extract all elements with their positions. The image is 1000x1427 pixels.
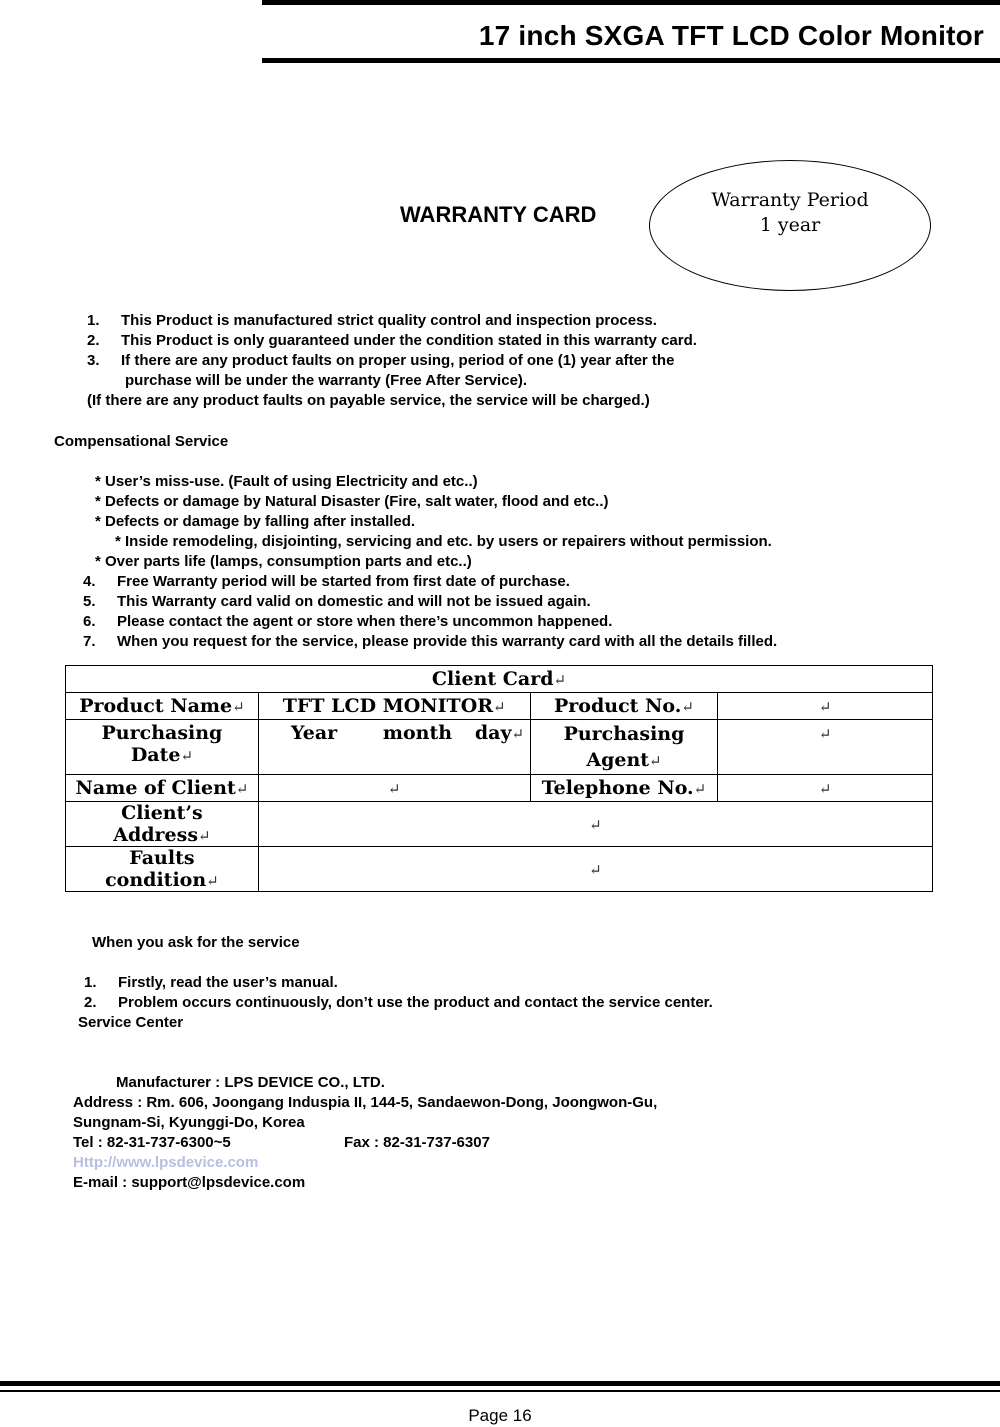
purchasing-date-field[interactable]: Year month day↵ [258,720,530,775]
footer-rule-thin [0,1390,1000,1392]
header-top-rule [262,0,1000,5]
warranty-period-value: 1 year [759,214,821,236]
term-text: Please contact the agent or store when there’s uncommon happened. [117,613,613,630]
term-text: If there are any product faults on proper using, period of one (1) year after the [121,352,675,369]
client-card-table [65,665,933,892]
compensational-item: * User’s miss-use. (Fault of using Electricity and etc..) [95,473,478,490]
term-number: 3. [87,352,100,369]
term-7 [83,632,777,652]
manufacturer-tel: Tel : 82-31-737-6300~5 [73,1134,231,1151]
footer-rule-thick [0,1381,1000,1386]
term-6 [83,612,612,632]
term-number: 6. [83,613,96,630]
purchasing-agent-label: Purchasing Agent↵ [530,720,718,775]
faults-condition-field[interactable]: ↵ [258,847,932,892]
term-text: This Product is manufactured strict quality control and inspection process. [121,312,657,329]
service-heading: When you ask for the service [92,934,300,951]
telephone-label: Telephone No.↵ [530,775,718,802]
compensational-item: * Defects or damage by falling after installed. [95,513,416,530]
term-1 [87,311,657,331]
term-5 [83,592,591,612]
step-number: 1. [84,974,97,991]
service-step-1 [84,973,338,993]
manufacturer-name: Manufacturer : LPS DEVICE CO., LTD. [116,1074,385,1091]
document-title: 17 inch SXGA TFT LCD Color Monitor [478,20,984,51]
header-bottom-rule [262,58,1000,63]
warranty-period-badge [649,160,931,291]
manufacturer-email: E-mail : support@lpsdevice.com [73,1174,306,1191]
payable-note: (If there are any product faults on payable service, the service will be charged.) [87,392,650,409]
term-text: This Warranty card valid on domestic and will not be issued again. [117,593,591,610]
compensational-item: * Over parts life (lamps, consumption parts and etc..) [95,553,472,570]
warranty-card-title: WARRANTY CARD [400,202,597,227]
term-text: Free Warranty period will be started from first date of purchase. [117,573,570,590]
product-no-field[interactable]: ↵ [718,693,933,720]
term-4 [83,572,570,592]
service-center-label: Service Center [78,1014,184,1031]
client-name-label: Name of Client↵ [66,775,259,802]
page-number: Page 16 [468,1406,532,1425]
step-text: Firstly, read the user’s manual. [118,974,338,991]
product-no-label: Product No.↵ [530,693,718,720]
term-number: 5. [83,593,96,610]
purchasing-date-label: Purchasing Date↵ [66,720,259,775]
compensational-sub-item: * Inside remodeling, disjointing, servicing and etc. by users or repairers without permission. [115,533,772,550]
term-text: This Product is only guaranteed under the condition stated in this warranty card. [121,332,697,349]
term-number: 4. [83,573,96,590]
manufacturer-address-1: Address : Rm. 606, Joongang Induspia II, 144-5, Sandaewon-Dong, Joongwon-Gu, [73,1094,658,1111]
term-text: When you request for the service, please provide this warranty card with all the details filled. [117,633,778,650]
step-text: Problem occurs continuously, don’t use the product and contact the service center. [118,994,713,1011]
manufacturer-address-2: Sungnam-Si, Kyunggi-Do, Korea [73,1114,305,1131]
term-number: 7. [83,633,96,650]
client-name-field[interactable]: ↵ [258,775,530,802]
warranty-period-label: Warranty Period [711,189,869,211]
client-address-label: Client’s Address↵ [66,802,259,847]
service-step-2 [84,993,713,1013]
purchasing-agent-field[interactable]: ↵ [718,720,933,775]
faults-condition-label: Faults condition↵ [66,847,259,892]
term-number: 1. [87,312,100,329]
product-name-value: TFT LCD MONITOR↵ [258,693,530,720]
client-address-field[interactable]: ↵ [258,802,932,847]
term-2 [87,331,697,351]
telephone-field[interactable]: ↵ [718,775,933,802]
product-name-label: Product Name↵ [66,693,259,720]
term-3 [87,351,674,371]
manufacturer-website-link[interactable]: Http://www.lpsdevice.com [73,1154,259,1171]
step-number: 2. [84,994,97,1011]
compensational-item: * Defects or damage by Natural Disaster (Fire, salt water, flood and etc..) [95,493,609,510]
manufacturer-fax: Fax : 82-31-737-6307 [344,1134,490,1151]
client-card-title: Client Card↵ [66,666,933,693]
term-number: 2. [87,332,100,349]
term-3-continuation: purchase will be under the warranty (Free After Service). [125,372,528,389]
compensational-heading: Compensational Service [54,433,229,450]
